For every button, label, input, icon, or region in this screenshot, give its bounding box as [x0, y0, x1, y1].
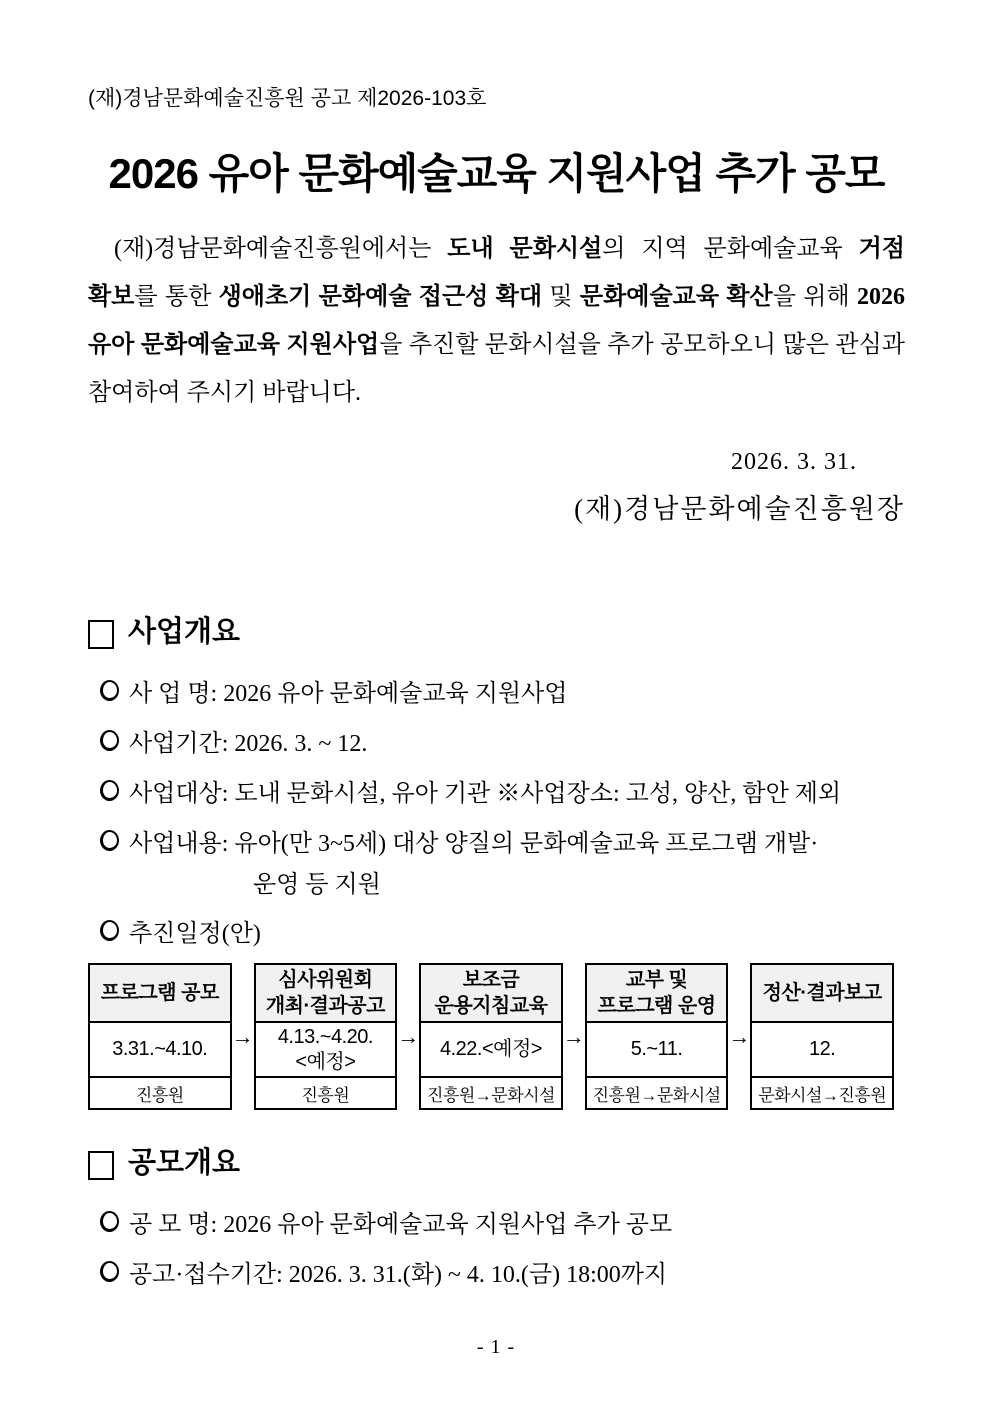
- intro-text-bold: 문화예술교육 확산: [579, 284, 773, 310]
- flow-step-title-line: 운용지침교육: [434, 995, 548, 1017]
- square-bullet-icon: [88, 620, 114, 649]
- flow-step-date: [90, 1023, 230, 1076]
- announcement-item-list: [88, 1196, 905, 1296]
- list-item: [100, 715, 905, 765]
- list-item-text: 추진일정(안): [129, 920, 261, 947]
- intro-text-bold: 2026 유아 문화예술교육 지원사업: [88, 284, 905, 358]
- circle-bullet-icon: [100, 680, 119, 701]
- flow-step-date-line: 4.13.~4.20.: [277, 1025, 373, 1048]
- intro-text: 을 위해: [772, 284, 857, 310]
- flow-arrow-icon: →: [397, 1023, 420, 1049]
- flow-step-program-announcement: [88, 963, 232, 1110]
- section-heading-label: 사업개요: [128, 616, 241, 648]
- overview-item-list: [88, 665, 905, 955]
- flow-step-date-line: 4.22.<예정>: [439, 1038, 542, 1060]
- flow-step-date: [256, 1023, 396, 1076]
- flow-step-date: [421, 1023, 561, 1076]
- flow-arrow-icon: →: [562, 1023, 585, 1049]
- circle-bullet-icon: [100, 920, 119, 941]
- list-item-continuation: 운영 등 지원: [253, 872, 381, 898]
- flow-arrow-icon: →: [728, 1023, 751, 1049]
- flow-step-title-line: 프로그램 공모: [100, 982, 219, 1004]
- list-item-text: 사업대상: 도내 문화시설, 유아 기관 ※사업장소: 고성, 양산, 함안 제외: [129, 780, 842, 807]
- intro-text-bold: 도내 문화시설: [447, 236, 603, 262]
- circle-bullet-icon: [100, 1261, 119, 1282]
- list-item: [100, 1246, 905, 1296]
- flow-arrow-icon: →: [231, 1023, 254, 1049]
- circle-bullet-icon: [100, 830, 119, 851]
- intro-text-bold: 거점 확보: [88, 236, 905, 310]
- flow-step-title-line: 심사위원회: [278, 969, 373, 991]
- flow-step-owner: 진흥원: [90, 1076, 230, 1108]
- section-heading-overview: [88, 615, 905, 649]
- schedule-flow-diagram: [88, 963, 894, 1110]
- list-item-text: 사 업 명: 2026 유아 문화예술교육 지원사업: [129, 680, 568, 707]
- intro-text-bold: 생애초기 문화예술 접근성 확대: [218, 284, 543, 310]
- flow-step-owner: 문화시설→진흥원: [752, 1076, 892, 1108]
- signature-block: [88, 445, 905, 527]
- flow-step-owner: 진흥원: [256, 1076, 396, 1108]
- page-title: 2026 유아 문화예술교육 지원사업 추가 공모: [108, 150, 885, 197]
- flow-step-title: [90, 965, 230, 1023]
- flow-step-date: [752, 1023, 892, 1076]
- flow-step-date-line: 12.: [809, 1038, 836, 1060]
- notice-number: (재)경남문화예술진흥원 공고 제2026-103호: [88, 87, 487, 110]
- flow-step-title-line: 보조금: [462, 969, 520, 991]
- list-item-text: 사업내용: 유아(만 3~5세) 대상 양질의 문화예술교육 프로그램 개발·: [129, 830, 819, 857]
- section-heading-label: 공모개요: [128, 1147, 241, 1179]
- intro-text: (재)경남문화예술진흥원에서는: [114, 236, 448, 262]
- flow-step-title: [587, 965, 727, 1023]
- list-item: [100, 765, 905, 815]
- list-item-text: 공고·접수기간: 2026. 3. 31.(화) ~ 4. 10.(금) 18:00까지: [129, 1261, 668, 1288]
- intro-text: 의 지역 문화예술교육: [602, 236, 859, 262]
- flow-step-title-line: 개최·결과공고: [265, 995, 385, 1017]
- flow-step-date-line: 5.~11.: [630, 1038, 683, 1060]
- intro-text: 을 추진할 문화시설을 추가 공모하오니 많은 관심과 참여하여 주시기 바랍니다.: [88, 332, 905, 406]
- document-date: 2026. 3. 31.: [731, 449, 857, 475]
- flow-step-title-line: 정산·결과보고: [762, 982, 882, 1004]
- flow-step-title-line: 교부 및: [625, 969, 688, 991]
- flow-step-owner: 진흥원→문화시설: [587, 1076, 727, 1108]
- section-heading-announcement: [88, 1146, 905, 1180]
- flow-step-title-line: 프로그램 운영: [597, 995, 716, 1017]
- list-item: [100, 665, 905, 715]
- intro-text: 를 통한: [134, 284, 219, 310]
- flow-step-owner: 진흥원→문화시설: [421, 1076, 561, 1108]
- circle-bullet-icon: [100, 780, 119, 801]
- list-item-text: 사업기간: 2026. 3. ~ 12.: [129, 730, 368, 757]
- flow-step-title: [752, 965, 892, 1023]
- circle-bullet-icon: [100, 730, 119, 751]
- list-item: [100, 905, 905, 955]
- flow-step-review-committee: [254, 963, 398, 1110]
- flow-step-title: [256, 965, 396, 1023]
- flow-step-date-line: 3.31.~4.10.: [112, 1038, 208, 1060]
- flow-step-date: [587, 1023, 727, 1076]
- flow-step-settlement-report: [750, 963, 894, 1110]
- page-number: - 1 -: [476, 1336, 516, 1358]
- flow-step-grant-operation: [585, 963, 729, 1110]
- flow-step-subsidy-training: [419, 963, 563, 1110]
- list-item: [100, 815, 905, 865]
- intro-paragraph: [88, 225, 905, 417]
- circle-bullet-icon: [100, 1211, 119, 1232]
- list-item-text: 공 모 명: 2026 유아 문화예술교육 지원사업 추가 공모: [129, 1211, 673, 1238]
- list-item: [100, 1196, 905, 1246]
- flow-step-title: [421, 965, 561, 1023]
- intro-text: 및: [542, 284, 580, 310]
- document-signer: (재)경남문화예술진흥원장: [574, 494, 905, 524]
- square-bullet-icon: [88, 1151, 114, 1180]
- flow-step-date-line: <예정>: [295, 1050, 356, 1073]
